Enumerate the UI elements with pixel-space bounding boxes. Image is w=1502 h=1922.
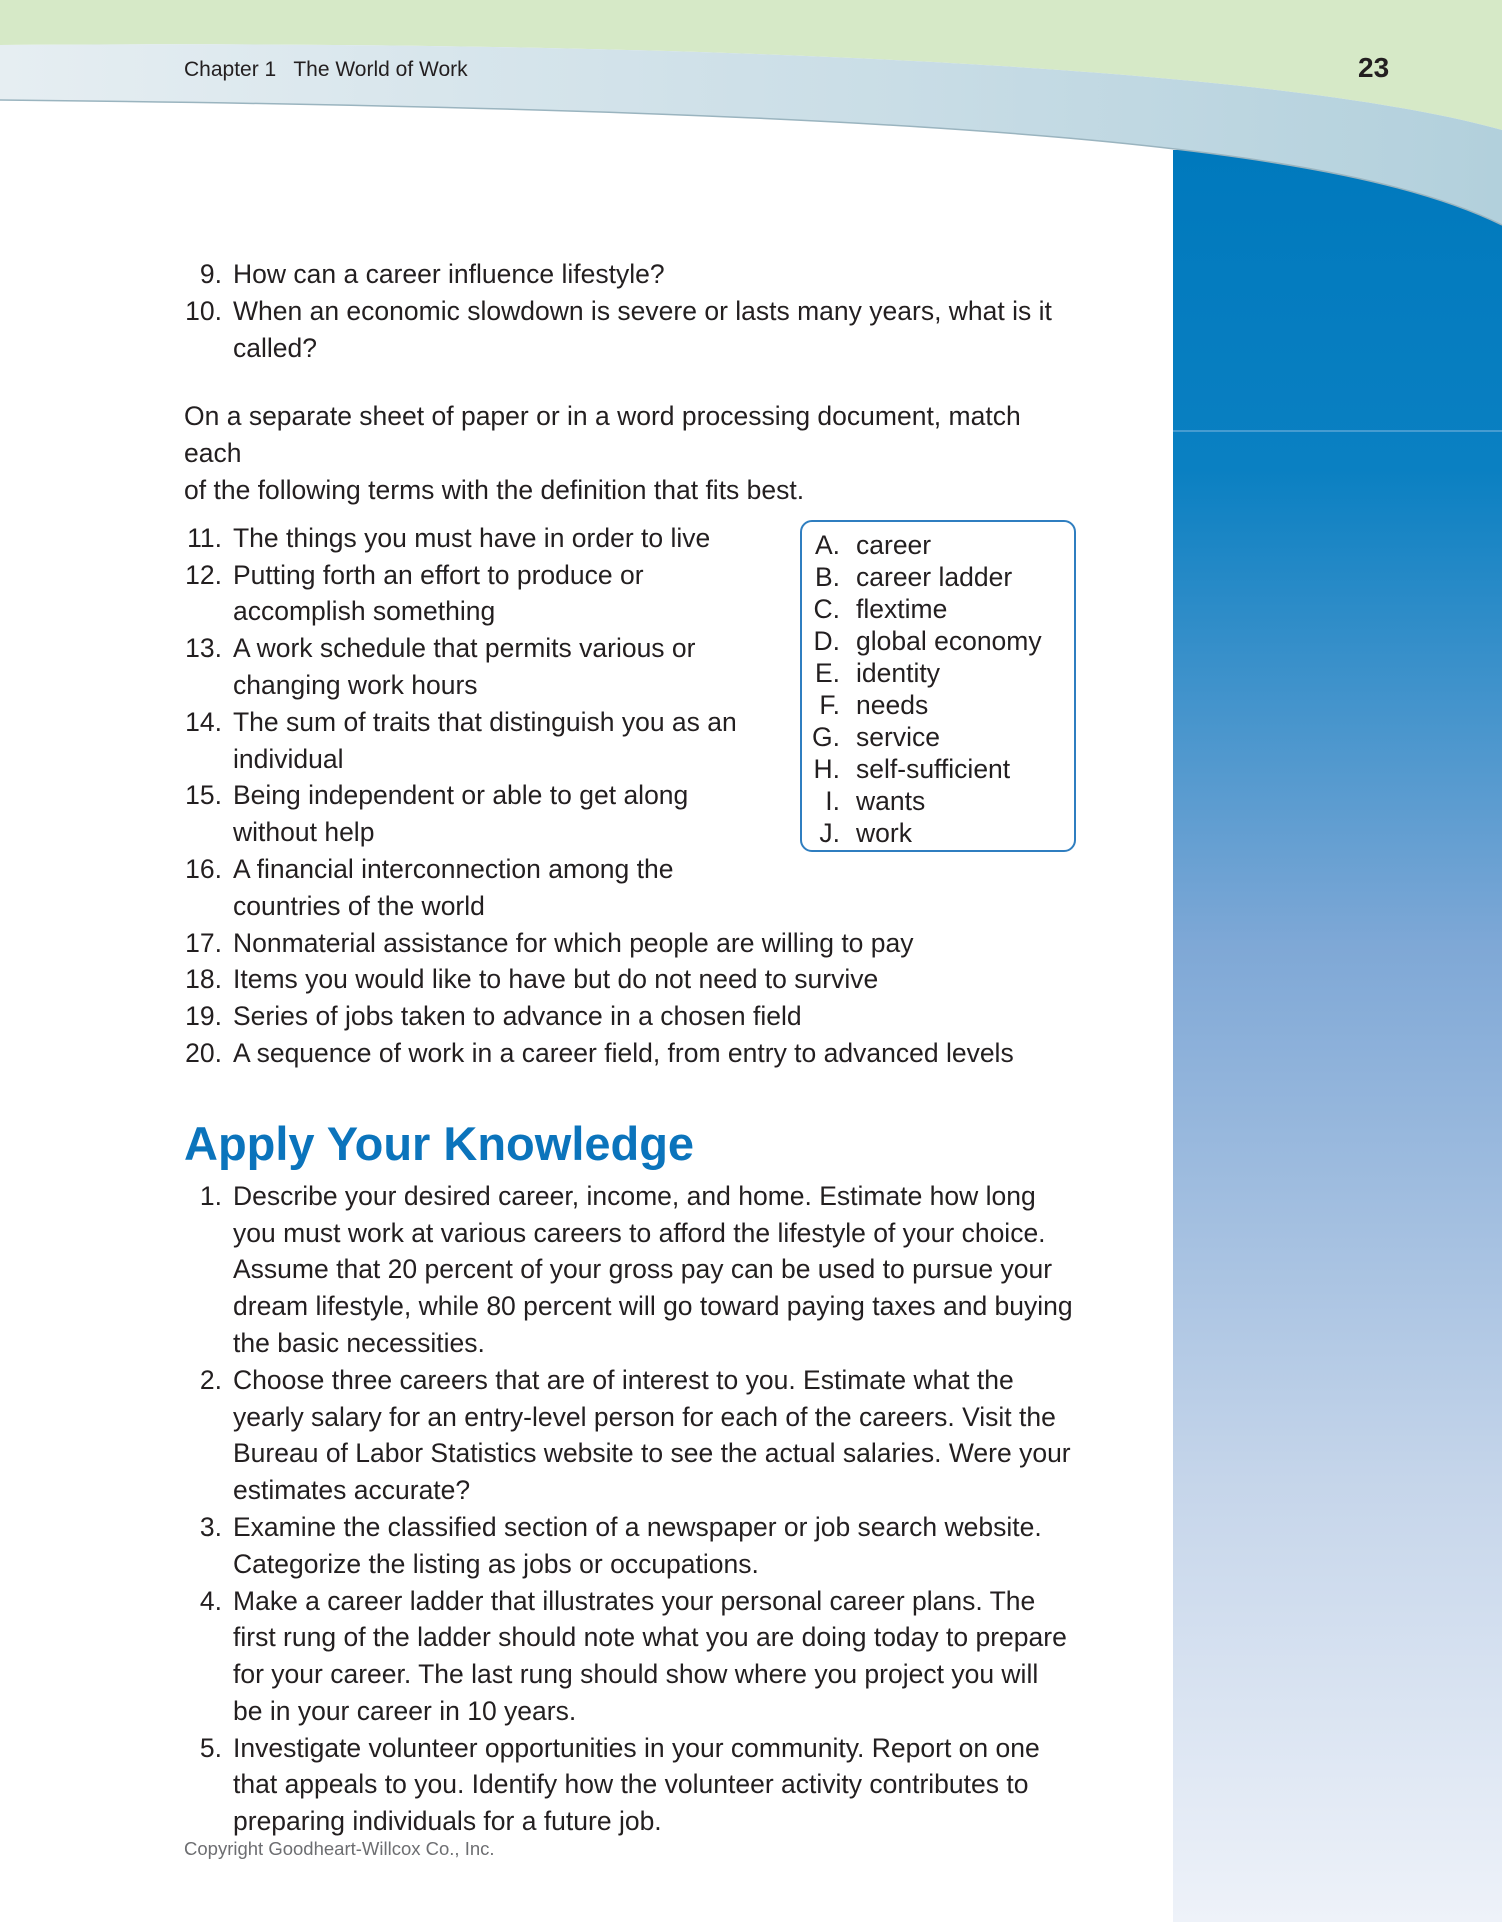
item-text-line: be in your career in 10 years. <box>233 1695 577 1726</box>
item-number: 13. <box>185 633 222 664</box>
item-number: 2. <box>199 1364 222 1395</box>
chapter-title: Chapter 1 The World of Work <box>184 58 468 81</box>
question-number: 9. <box>199 259 222 289</box>
list-item <box>184 961 1084 998</box>
item-text-line: Being independent or able to get along <box>233 780 689 811</box>
item-number: 1. <box>199 1180 222 1211</box>
item-text-line: Bureau of Labor Statistics website to see the actual salaries. Were your <box>233 1438 1071 1469</box>
item-text-line: Describe your desired career, income, and home. Estimate how long <box>233 1180 1036 1211</box>
item-text-line: Items you would like to have but do not need to survive <box>233 964 879 995</box>
item-text-line: that appeals to you. Identify how the volunteer activity contributes to <box>233 1769 1029 1800</box>
item-number: 19. <box>185 1001 222 1032</box>
answer-choice <box>802 593 1074 625</box>
answer-choice <box>802 689 1074 721</box>
item-text-line: without help <box>233 817 375 848</box>
choice-term: flextime <box>856 593 948 624</box>
item-text-line: A sequence of work in a career field, from entry to advanced levels <box>233 1037 1014 1068</box>
answer-choice <box>802 529 1074 561</box>
item-number: 3. <box>199 1511 222 1542</box>
matching-section <box>184 520 1084 1072</box>
list-item <box>184 1730 1084 1840</box>
instruction-line: On a separate sheet of paper or in a word processing document, match each <box>184 401 1021 469</box>
item-number: 14. <box>185 706 222 737</box>
item-text-line: The sum of traits that distinguish you as an <box>233 706 737 737</box>
item-number: 16. <box>185 853 222 884</box>
choice-term: needs <box>856 689 929 720</box>
item-number: 20. <box>185 1037 222 1068</box>
item-text-line: A financial interconnection among the <box>233 853 674 884</box>
item-text-line: individual <box>233 743 344 774</box>
choice-letter: D. <box>813 625 840 656</box>
list-item <box>184 1362 1084 1509</box>
list-item <box>184 851 1084 925</box>
answer-choice <box>802 657 1074 689</box>
item-number: 17. <box>185 927 222 958</box>
apply-knowledge-list <box>184 1178 1084 1840</box>
item-text-line: Investigate volunteer opportunities in your community. Report on one <box>233 1732 1040 1763</box>
item-number: 12. <box>185 559 222 590</box>
item-number: 4. <box>199 1585 222 1616</box>
question-number: 10. <box>185 295 222 326</box>
choice-letter: A. <box>814 529 840 560</box>
section-heading: Apply Your Knowledge <box>184 1116 695 1170</box>
answer-choice <box>802 817 1074 849</box>
choice-letter: J. <box>819 817 840 848</box>
item-text-line: yearly salary for an entry-level person for each of the careers. Visit the <box>233 1401 1056 1432</box>
item-number: 5. <box>199 1732 222 1763</box>
choice-letter: F. <box>819 689 840 720</box>
choice-term: global economy <box>856 625 1042 656</box>
item-text-line: Make a career ladder that illustrates your personal career plans. The <box>233 1585 1036 1616</box>
choice-term: work <box>856 817 912 848</box>
answer-choices-box <box>800 520 1076 852</box>
item-text-line: you must work at various careers to afford the lifestyle of your choice. <box>233 1217 1046 1248</box>
list-item <box>184 1178 1084 1362</box>
sidebar-gradient-panel <box>1173 150 1502 1922</box>
item-number: 11. <box>187 522 222 553</box>
choice-term: service <box>856 721 940 752</box>
item-text-line: The things you must have in order to live <box>233 522 711 553</box>
page-number: 23 <box>1358 52 1390 83</box>
item-text-line: Choose three careers that are of interest to you. Estimate what the <box>233 1364 1014 1395</box>
item-text-line: accomplish something <box>233 596 496 627</box>
instruction-line: of the following terms with the definition that fits best. <box>184 474 805 505</box>
choice-letter: C. <box>813 593 840 624</box>
list-item <box>184 1583 1084 1730</box>
item-number: 18. <box>185 964 222 995</box>
item-text-line: Categorize the listing as jobs or occupations. <box>233 1548 759 1579</box>
question-line: When an economic slowdown is severe or lasts many years, what is it <box>233 295 1052 326</box>
answer-choice <box>802 785 1074 817</box>
choice-term: wants <box>856 785 926 816</box>
choice-letter: B. <box>814 561 840 592</box>
answer-choice <box>802 753 1074 785</box>
item-text-line: preparing individuals for a future job. <box>233 1806 662 1837</box>
choice-term: identity <box>856 657 940 688</box>
answer-choice <box>802 721 1074 753</box>
item-text-line: Nonmaterial assistance for which people are willing to pay <box>233 927 914 958</box>
choice-letter: I. <box>825 785 840 816</box>
question-line: called? <box>233 332 317 363</box>
item-text-line: Assume that 20 percent of your gross pay can be used to pursue your <box>233 1254 1053 1285</box>
list-item <box>184 1509 1084 1583</box>
answer-choice <box>802 561 1074 593</box>
item-text-line: dream lifestyle, while 80 percent will go toward paying taxes and buying <box>233 1291 1073 1322</box>
item-text-line: estimates accurate? <box>233 1475 471 1506</box>
item-text-line: changing work hours <box>233 669 478 700</box>
choice-term: career ladder <box>856 561 1013 592</box>
main-content <box>184 256 1084 1840</box>
choice-term: career <box>856 529 932 560</box>
item-text-line: Putting forth an effort to produce or <box>233 559 644 590</box>
question-item <box>184 293 1084 367</box>
matching-instructions <box>184 398 1084 508</box>
item-text-line: for your career. The last rung should show where you project you will <box>233 1659 1039 1690</box>
item-text-line: Series of jobs taken to advance in a chosen field <box>233 1001 802 1032</box>
choice-letter: G. <box>812 721 840 752</box>
item-text-line: the basic necessities. <box>233 1327 485 1358</box>
choice-term: self-sufficient <box>856 753 1011 784</box>
question-item <box>184 256 1084 293</box>
item-text-line: Examine the classified section of a newspaper or job search website. <box>233 1511 1042 1542</box>
copyright-footer: Copyright Goodheart-Willcox Co., Inc. <box>184 1838 495 1859</box>
item-text-line: first rung of the ladder should note what you are doing today to prepare <box>233 1622 1067 1653</box>
list-item <box>184 925 1084 962</box>
item-text-line: countries of the world <box>233 890 485 921</box>
list-item <box>184 998 1084 1035</box>
question-text: How can a career influence lifestyle? <box>233 259 665 289</box>
choice-letter: E. <box>814 657 840 688</box>
item-number: 15. <box>185 780 222 811</box>
answer-choice <box>802 625 1074 657</box>
item-text-line: A work schedule that permits various or <box>233 633 696 664</box>
list-item <box>184 1035 1084 1072</box>
choice-letter: H. <box>813 753 840 784</box>
